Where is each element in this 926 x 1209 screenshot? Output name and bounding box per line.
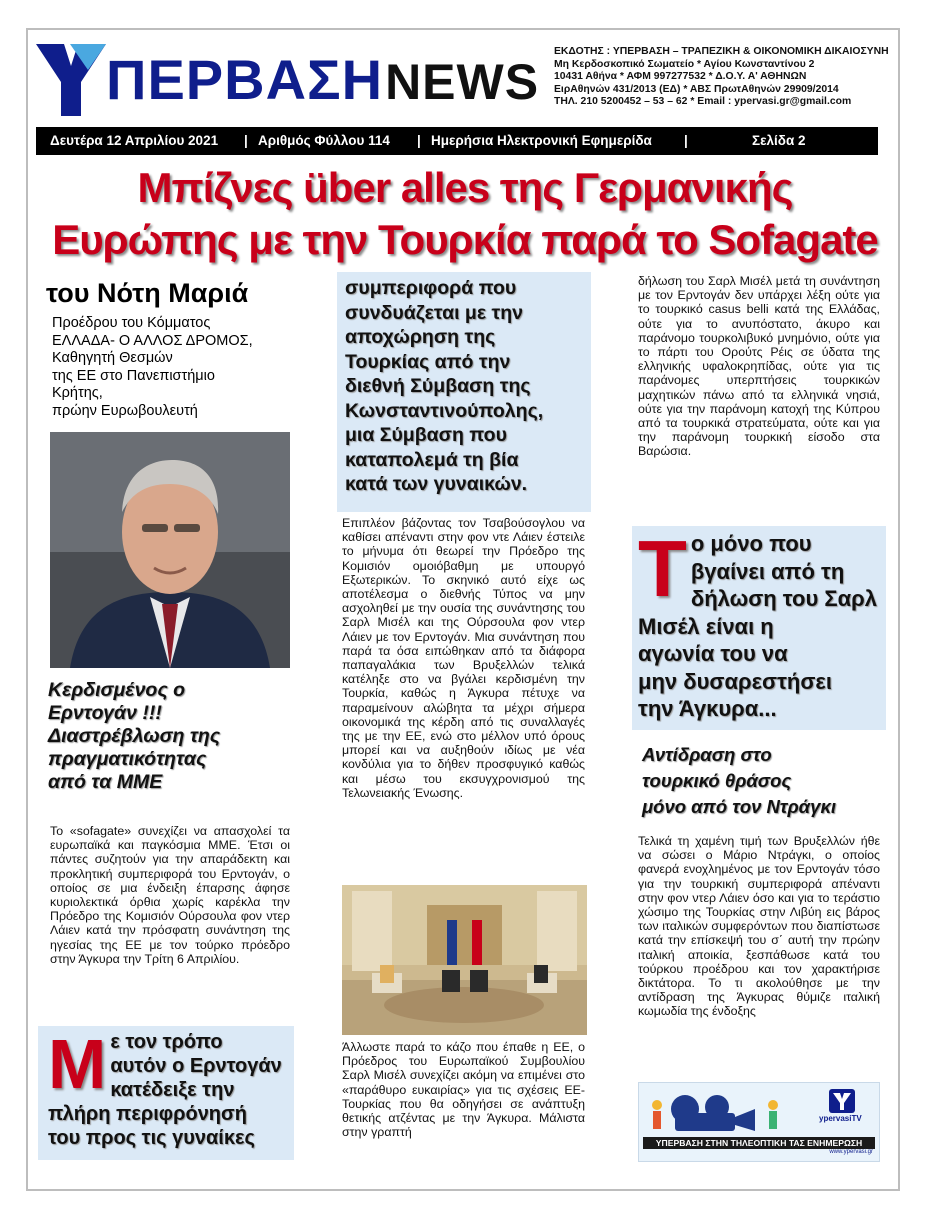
bio-line: πρώην Ευρωβουλευτή [52, 402, 198, 419]
bio-line: της ΕΕ στο Πανεπιστήμιο [52, 367, 215, 384]
pullquote-line: Τουρκίας από την [345, 350, 511, 373]
headline-line: Ευρώπης με την Τουρκία παρά το Sofagate [52, 216, 878, 263]
pullquote-line: Κωνσταντινούπολης, [345, 399, 544, 422]
subhead-line: Κερδισμένος ο [48, 679, 186, 701]
col2-body-1: Επιπλέον βάζοντας τον Τσαβούσογλου να καθίσει απέναντι στην φον ντε Λάιεν έστειλε το μήνυμα ότι θεωρεί την Πρόεδρο της Κομισιόν ομοιόβαθμη με υπουργό Εξωτερικών. Το σκηνικό αυτό είχε ως αποτέλεσμα ο διεθνής Τύπος να μην ασχοληθεί με την ουσία της συνάντησης του Σαρλ Μισέλ και της Ούρσουλα φον ντερ Λάιεν με τον Ερντογάν. Μια συνάντηση που παρά τα όσα ειπώθηκαν από τα διάφορα παπαγαλάκια των Βρυξελλών τελικά κατέληξε στο να βγάλει κερδισμένη την Τουρκία, καθώς η Άγκυρα πέτυχε να παραμείνουν αλώβητα τα μέχρι σήμερα οικονομικά της κέρδη από τις συναλλαγές της με την ΕΕ, ενώ στο μέλλον υπό όρους μπορεί και να αυξηθούν ιδίως με νέα κονδύλια για το δήθεν προσφυγικό καθώς και μέσω του εκσυγχρονισμού της Τελωνειακής Ένωσης. [342, 516, 585, 800]
issue-info-bar [36, 127, 878, 155]
issue-type: Ημερήσια Ηλεκτρονική Εφημερίδα [431, 133, 652, 148]
pullquote-line: την Άγκυρα... [638, 696, 777, 721]
separator: | [244, 133, 248, 148]
pullquote-line: αγωνία του να [638, 641, 788, 666]
subhead-line: Αντίδραση στο [642, 744, 772, 765]
logo-y-icon [36, 44, 106, 116]
promo-caption: ΥΠΕΡΒΑΣΗ ΣΤΗΝ ΤΗΛΕΟΠΤΙΚΗ ΤΑΣ ΕΝΗΜΕΡΩΣΗ [643, 1137, 875, 1149]
pullquote-line: πλήρη περιφρόνησή [48, 1103, 247, 1125]
pullquote-line: συμπεριφορά που [345, 277, 517, 299]
subhead-line: Ερντογάν !!! [48, 702, 162, 724]
subhead-line: μόνο από τον Ντράγκι [642, 796, 837, 817]
pullquote-line: αυτόν ο Ερντογάν [110, 1055, 282, 1077]
logo-news-text: NEWS [385, 54, 540, 110]
portrait-image [50, 432, 290, 668]
col2-body-2: Άλλωστε παρά το κάζο που έπαθε η ΕΕ, ο Πρόεδρος του Ευρωπαϊκού Συμβουλίου Σαρλ Μισέλ συνεχίζει ακόμη να επιμένει στο «παράθυρο ευκαιρίας» για τις σχέσεις ΕΕ-Τουρκίας που θα οδηγήσει σε ανάπτυξη θετικής ατζέντας με την Άγκυρα. Μάλιστα στην γραπτή [342, 1040, 585, 1140]
col3-pullquote [632, 526, 886, 730]
bio-line: Κρήτης, [52, 385, 103, 401]
publisher-line: 10431 Αθήνα * ΑΦΜ 997277532 * Δ.Ο.Υ. Α' ΑΘΗΝΩΝ [554, 71, 807, 83]
subhead-line: τουρκικό θράσος [642, 770, 792, 791]
pullquote-line: βγαίνει από τη [690, 558, 845, 584]
col3-body-2: Τελικά τη χαμένη τιμή των Βρυξελλών ήθε να σώσει ο Μάριο Ντράγκι, ο οποίος φανερά ενοχλημένος με τον Ερντογάν τόσο για την τουρκική συμπεριφορά απέναντι στην φον ντερ Λάιεν όσο και για το τεράστιο χώσιμο της Τουρκίας στην Λιβύη εις βάρος των ιταλικών συμφερόντων που διαπίστωσε κατά την επίσκεψή του σ΄ αυτή την πρώην ιταλική αποικία, ξεσπάθωσε κατά του τούρκου προέδρου και τον χαρακτήρισε δικτάτορα. Το τι ακολούθησε με την αντίδραση της Άγκυρας θύμιζε ιταλική κωμωδία της ένδοξης [638, 834, 880, 1019]
pullquote-line: διεθνή Σύμβαση της [345, 375, 531, 397]
subhead-line: πραγματικότητας [48, 748, 207, 770]
tv-camera-icon [645, 1089, 795, 1135]
author-name: του Νότη Μαριά [46, 278, 249, 308]
main-headline [40, 162, 890, 266]
masthead-logo[interactable] [36, 40, 540, 118]
ypervasi-logo-icon [829, 1089, 855, 1113]
ypervasi-tv-banner[interactable] [638, 1082, 880, 1162]
pullquote-text [337, 272, 591, 497]
logo-wordmark [106, 48, 539, 114]
publisher-line: ΤΗΛ. 210 5200452 – 53 – 62 * Email : ypervasi.gr@gmail.com [554, 96, 852, 108]
col2-pullquote [337, 272, 591, 512]
logo-main-text: ΠΕΡΒΑΣΗ [106, 48, 384, 111]
pullquote-line: Μισέλ είναι η [638, 613, 774, 639]
pullquote-line: ε τον τρόπο [110, 1031, 223, 1053]
pullquote-line: μια Σύμβαση που [345, 424, 507, 446]
col1-pullquote [38, 1026, 294, 1160]
col3-body-1: δήλωση του Σαρλ Μισέλ μετά τη συνάντηση με τον Ερντογάν δεν υπάρχει λέξη ούτε για το τουρκικό casus belli κατά της Ελλάδας, ούτε για το ανυπόστατο, άκυρο και παράνομο τουρκολιβυκό μνημόνιο, ούτε για το πάρτι του Ορούτς Ρέις σε ύδατα της ελληνικής υφαλοκρηπίδας, ούτε για τις παράνομες υπερπτήσεις τουρκικών μαχητικών πάνω από τα ελληνικά νησιά, ούτε για την παράνομη κατοχή της Κύπρου από τα τουρκικά στρατεύματα, ούτε και για την παράνομη τουρκική είσοδο στα Βαρώσια. [638, 274, 880, 459]
headline-line: Μπίζνες über alles της Γερμανικής [137, 164, 793, 211]
pullquote-line: κατέδειξε την [110, 1079, 235, 1101]
col1-subhead [48, 679, 288, 794]
author-bio [52, 315, 292, 420]
separator: | [684, 133, 688, 148]
pullquote-line: ο μόνο που [690, 531, 812, 556]
pullquote-line: δήλωση του Σαρλ [690, 586, 877, 611]
bio-line: Καθηγητή Θεσμών [52, 350, 173, 366]
promo-brand: ypervasiTV [819, 1114, 862, 1123]
publisher-info [554, 46, 894, 109]
pullquote-line: συνδυάζεται με την [345, 301, 523, 324]
meeting-photo [342, 885, 587, 1035]
pullquote-line: του προς τις γυναίκες [48, 1127, 255, 1149]
author-portrait [50, 432, 290, 668]
bio-line: ΕΛΛΑΔΑ- Ο ΑΛΛΟΣ ΔΡΟΜΟΣ, [52, 332, 253, 349]
publisher-line: ΕΚΔΟΤΗΣ : ΥΠΕΡΒΑΣΗ – ΤΡΑΠΕΖΙΚΗ & ΟΙΚΟΝΟΜΙΚΗ ΔΙΚΑΙΟΣΥΝΗ [554, 46, 889, 57]
pullquote-line: αποχώρηση της [345, 326, 496, 348]
publisher-line: Μη Κερδοσκοπικό Σωματείο * Αγίου Κωνσταντίνου 2 [554, 58, 815, 70]
subhead-line: Διαστρέβλωση της [48, 725, 221, 747]
dropcap-letter: Μ [48, 1025, 107, 1103]
issue-date: Δευτέρα 12 Απριλίου 2021 [50, 133, 219, 148]
meeting-photo-image [342, 885, 587, 1035]
pullquote-line: κατά των γυναικών. [345, 473, 528, 495]
pullquote-line: μην δυσαρεστήσει [638, 668, 832, 694]
promo-url[interactable]: www.ypervasi.gr [829, 1149, 873, 1155]
issue-number: Αριθμός Φύλλου 114 [258, 133, 390, 148]
col3-subhead [642, 742, 886, 820]
page-number: Σελίδα 2 [752, 133, 806, 148]
separator: | [417, 133, 421, 148]
col1-body: Το «sofagate» συνεχίζει να απασχολεί τα ευρωπαϊκά και παγκόσμια ΜΜΕ. Έτσι οι πάντες συζητούν για την απαράδεκτη και προκλητική συμπεριφορά του Ερντογάν, ο οποίος σε μια ένδειξη έπαρσης άφησε κυριολεκτικά όρθια χωρίς καρέκλα την Πρόεδρο της Κομισιόν Ούρσουλα φον ντερ Λάιεν κατά την πρόσφατη συνάντηση της ηγεσίας της ΕΕ με τον τούρκο πρόεδρο στην Άγκυρα την Τρίτη 6 Απριλίου. [50, 824, 290, 966]
pullquote-line: καταπολεμά τη βία [345, 448, 519, 471]
bio-line: Προέδρου του Κόμματος [52, 315, 211, 331]
subhead-line: από τα ΜΜΕ [48, 771, 163, 793]
publisher-line: ΕιρΑθηνών 431/2013 (ΕΔ) * ΑΒΣ ΠρωτΑθηνών 29909/2014 [554, 83, 839, 95]
dropcap-letter: Τ [638, 524, 687, 613]
